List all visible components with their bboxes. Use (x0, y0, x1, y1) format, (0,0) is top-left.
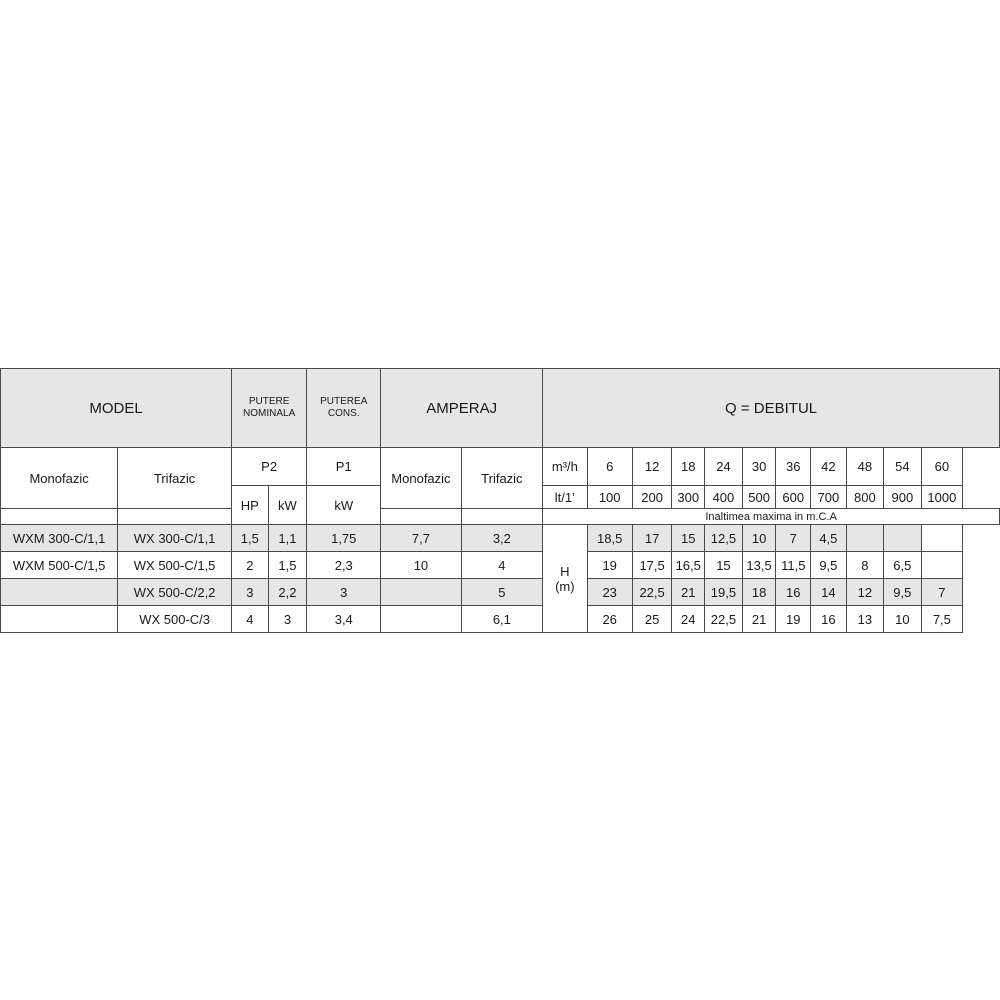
h-value: 8 (846, 552, 883, 579)
h-value: 11,5 (776, 552, 811, 579)
amp-monofazic-header: Monofazic (381, 448, 461, 509)
kw-header: kW (268, 486, 307, 525)
h-value (921, 552, 963, 579)
h-value: 21 (742, 606, 776, 633)
kw-value: 2,2 (268, 579, 307, 606)
h-value: 7,5 (921, 606, 963, 633)
kw-p1-header: kW (307, 486, 381, 525)
amp-tri-value: 6,1 (461, 606, 543, 633)
model-monofazic: WXM 300-C/1,1 (1, 525, 118, 552)
h-value: 10 (884, 606, 921, 633)
flow-lt-cell: 400 (705, 486, 743, 509)
model-header: MODEL (1, 369, 232, 448)
kw-value: 1,5 (268, 552, 307, 579)
flow-m3h-cell: 48 (846, 448, 883, 486)
flow-m3h-cell: 60 (921, 448, 963, 486)
p1-value: 2,3 (307, 552, 381, 579)
p1-header: P1 (307, 448, 381, 486)
inaltime-note: Inaltimea maxima in m.C.A (543, 509, 1000, 525)
h-label-cell (543, 525, 587, 633)
amp-mono-value (381, 606, 461, 633)
model-trifazic: WX 500-C/1,5 (118, 552, 232, 579)
h-value: 17 (632, 525, 672, 552)
h-value: 7 (776, 525, 811, 552)
puterea-cons-header: PUTEREA CONS. (307, 369, 381, 448)
h-value: 26 (587, 606, 632, 633)
h-value: 22,5 (632, 579, 672, 606)
h-value: 18 (742, 579, 776, 606)
putere-nominala-header: PUTERE NOMINALA (232, 369, 307, 448)
h-value: 6,5 (884, 552, 921, 579)
p1-value: 3 (307, 579, 381, 606)
model-monofazic (1, 579, 118, 606)
flow-lt-cell: 600 (776, 486, 811, 509)
h-value: 16 (811, 606, 847, 633)
h-value: 15 (705, 552, 743, 579)
h-value (884, 525, 921, 552)
h-value: 9,5 (884, 579, 921, 606)
m3h-label: m³/h (543, 448, 587, 486)
flow-m3h-cell: 30 (742, 448, 776, 486)
lt-label: lt/1’ (543, 486, 587, 509)
hp-value: 4 (232, 606, 269, 633)
monofazic-header: Monofazic (1, 448, 118, 509)
h-value: 9,5 (811, 552, 847, 579)
amp-tri-value: 5 (461, 579, 543, 606)
p1-value: 1,75 (307, 525, 381, 552)
model-trifazic: WX 300-C/1,1 (118, 525, 232, 552)
pump-spec-table (0, 368, 1000, 633)
h-value: 13 (846, 606, 883, 633)
h-value: 17,5 (632, 552, 672, 579)
h-value: 4,5 (811, 525, 847, 552)
flow-m3h-cell: 12 (632, 448, 672, 486)
h-value: 19 (587, 552, 632, 579)
h-value: 15 (672, 525, 705, 552)
model-trifazic: WX 500-C/2,2 (118, 579, 232, 606)
p2-header: P2 (232, 448, 307, 486)
h-value: 10 (742, 525, 776, 552)
model-monofazic (1, 606, 118, 633)
h-value (921, 525, 963, 552)
h-value: 19,5 (705, 579, 743, 606)
flow-m3h-cell: 36 (776, 448, 811, 486)
flow-lt-cell: 500 (742, 486, 776, 509)
debit-header: Q = DEBITUL (543, 369, 1000, 448)
flow-lt-cell: 800 (846, 486, 883, 509)
kw-value: 1,1 (268, 525, 307, 552)
h-value: 16,5 (672, 552, 705, 579)
table-row (1, 606, 1000, 633)
h-value: 19 (776, 606, 811, 633)
model-trifazic: WX 500-C/3 (118, 606, 232, 633)
amp-mono-value: 10 (381, 552, 461, 579)
h-value: 21 (672, 579, 705, 606)
trifazic-header: Trifazic (118, 448, 232, 509)
hp-value: 2 (232, 552, 269, 579)
h-value: 13,5 (742, 552, 776, 579)
flow-lt-cell: 700 (811, 486, 847, 509)
hp-header: HP (232, 486, 269, 525)
model-monofazic: WXM 500-C/1,5 (1, 552, 118, 579)
flow-m3h-cell: 42 (811, 448, 847, 486)
amp-mono-value (381, 579, 461, 606)
h-value (846, 525, 883, 552)
h-value: 18,5 (587, 525, 632, 552)
flow-lt-cell: 1000 (921, 486, 963, 509)
flow-m3h-cell: 18 (672, 448, 705, 486)
h-value: 24 (672, 606, 705, 633)
hp-value: 3 (232, 579, 269, 606)
h-value: 16 (776, 579, 811, 606)
h-value: 12 (846, 579, 883, 606)
table-row (1, 579, 1000, 606)
amperaj-header: AMPERAJ (381, 369, 543, 448)
p1-value: 3,4 (307, 606, 381, 633)
amp-tri-value: 4 (461, 552, 543, 579)
amp-tri-value: 3,2 (461, 525, 543, 552)
h-value: 25 (632, 606, 672, 633)
table-row (1, 552, 1000, 579)
amp-trifazic-header: Trifazic (461, 448, 543, 509)
flow-lt-cell: 200 (632, 486, 672, 509)
flow-m3h-cell: 54 (884, 448, 921, 486)
flow-lt-cell: 100 (587, 486, 632, 509)
table-row (1, 525, 1000, 552)
h-value: 14 (811, 579, 847, 606)
h-label: H (560, 563, 570, 579)
kw-value: 3 (268, 606, 307, 633)
h-unit: (m) (555, 578, 575, 594)
flow-lt-cell: 900 (884, 486, 921, 509)
flow-lt-cell: 300 (672, 486, 705, 509)
h-value: 22,5 (705, 606, 743, 633)
flow-m3h-cell: 6 (587, 448, 632, 486)
h-value: 12,5 (705, 525, 743, 552)
h-value: 23 (587, 579, 632, 606)
flow-m3h-cell: 24 (705, 448, 743, 486)
amp-mono-value: 7,7 (381, 525, 461, 552)
hp-value: 1,5 (232, 525, 269, 552)
h-value: 7 (921, 579, 963, 606)
